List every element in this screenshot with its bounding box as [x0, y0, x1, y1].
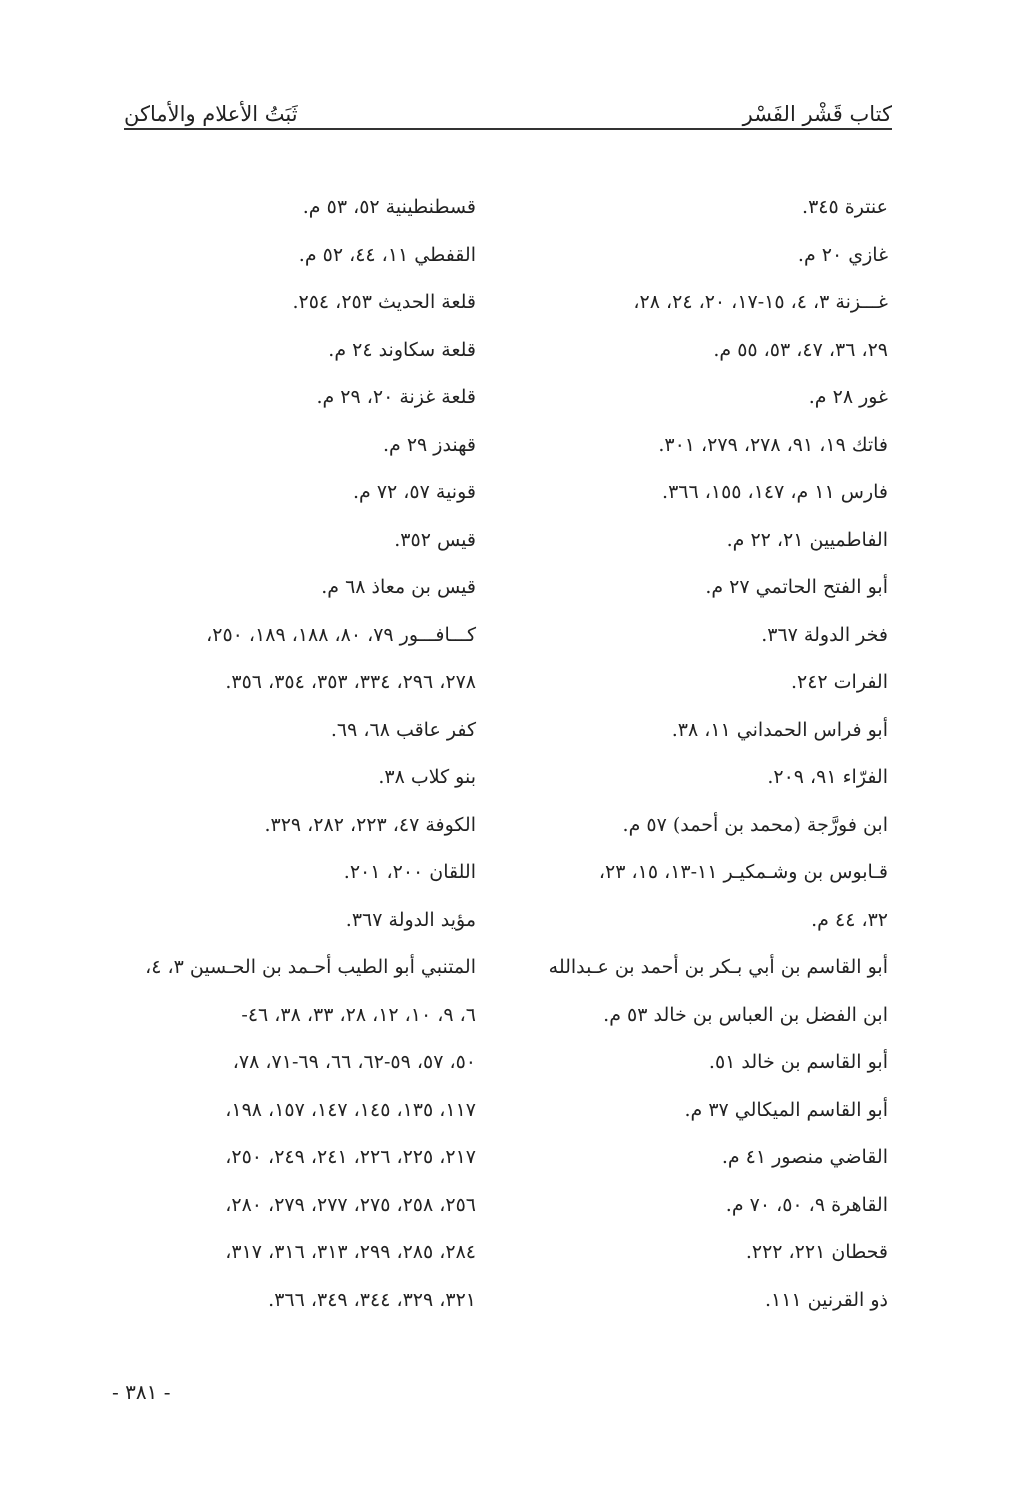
index-entry: أبو القاسم بن أبي بـكر بن أحمد بن عـبدالله	[548, 956, 888, 978]
index-entry: بنو كلاب ٣٨.	[378, 766, 476, 788]
index-entry: القفطي ١١، ٤٤، ٥٢ م.	[298, 243, 476, 266]
index-entry: أبو القاسم الميكالي ٣٧ م.	[684, 1098, 888, 1121]
index-entry: ٢١٧، ٢٢٥، ٢٢٦، ٢٤١، ٢٤٩، ٢٥٠،	[225, 1146, 476, 1168]
index-entry: الفاطميين ٢١، ٢٢ م.	[726, 528, 888, 551]
page-number: - ٣٨١ -	[112, 1380, 171, 1404]
index-column-left	[124, 184, 476, 1324]
index-entry: فاتك ١٩، ٩١، ٢٧٨، ٢٧٩، ٣٠١.	[658, 433, 888, 456]
index-entry: الفرات ٢٤٢.	[790, 671, 888, 693]
index-entry: فخر الدولة ٣٦٧.	[761, 623, 888, 646]
index-entry: ٥٠، ٥٧، ٥٩-٦٢، ٦٦، ٦٩-٧١، ٧٨،	[232, 1051, 476, 1073]
index-entry: ١١٧، ١٣٥، ١٤٥، ١٤٧، ١٥٧، ١٩٨،	[225, 1098, 476, 1121]
index-entry: أبو الفتح الحاتمي ٢٧ م.	[705, 576, 888, 598]
index-entry: ابن الفضل بن العباس بن خالد ٥٣ م.	[603, 1003, 888, 1026]
index-column-right	[518, 184, 888, 1324]
index-entry: قسطنطينية ٥٢، ٥٣ م.	[302, 196, 476, 218]
index-entry: قيس بن معاذ ٦٨ م.	[321, 576, 476, 598]
index-entry: غازي ٢٠ م.	[797, 243, 888, 266]
index-entry: قلعة الحديث ٢٥٣، ٢٥٤.	[292, 291, 476, 313]
index-entry: قلعة سكاوند ٢٤ م.	[328, 338, 476, 361]
header-rule	[124, 128, 892, 130]
index-entry: قيس ٣٥٢.	[394, 528, 476, 551]
index-entry: ٢٥٦، ٢٥٨، ٢٧٥، ٢٧٧، ٢٧٩، ٢٨٠،	[225, 1193, 476, 1216]
index-entry: قـابوس بن وشـمكيـر ١١-١٣، ١٥، ٢٣،	[598, 861, 888, 883]
index-entry: أبو القاسم بن خالد ٥١.	[708, 1051, 888, 1073]
index-entry: كفر عاقب ٦٨، ٦٩.	[330, 718, 476, 741]
book-title: كتاب قَشْر الفَسْر	[742, 102, 892, 126]
section-title: ثَبَتُ الأعلام والأماكن	[124, 102, 298, 126]
index-entry: المتنبي أبو الطيب أحـمد بن الحـسين ٣، ٤،	[145, 956, 476, 978]
index-entry: الكوفة ٤٧، ٢٢٣، ٢٨٢، ٣٢٩.	[264, 813, 476, 836]
index-entry: مؤيد الدولة ٣٦٧.	[345, 908, 476, 931]
index-entry: ٦، ٩، ١٠، ١٢، ٢٨، ٣٣، ٣٨، ٤٦-	[241, 1003, 476, 1026]
index-entry: القاضي منصور ٤١ م.	[721, 1146, 888, 1168]
index-entry: قهندز ٢٩ م.	[382, 433, 476, 456]
index-entry: ٢٩، ٣٦، ٤٧، ٥٣، ٥٥ م.	[713, 338, 888, 361]
index-entry: الفرّاء ٩١، ٢٠٩.	[767, 766, 888, 788]
index-entry: قلعة غزنة ٢٠، ٢٩ م.	[316, 386, 476, 408]
running-header	[124, 86, 892, 126]
index-entry: فارس ١١ م، ١٤٧، ١٥٥، ٣٦٦.	[662, 481, 888, 503]
index-entry: قونية ٥٧، ٧٢ م.	[352, 481, 476, 503]
index-entry: كـــافـــور ٧٩، ٨٠، ١٨٨، ١٨٩، ٢٥٠،	[206, 623, 476, 646]
index-entry: ٢٨٤، ٢٨٥، ٢٩٩، ٣١٣، ٣١٦، ٣١٧،	[225, 1241, 476, 1263]
index-entry: اللقان ٢٠٠، ٢٠١.	[343, 861, 476, 883]
index-entry: عنترة ٣٤٥.	[802, 196, 888, 218]
index-entry: القاهرة ٩، ٥٠، ٧٠ م.	[725, 1193, 888, 1216]
index-entry: ٣٢١، ٣٢٩، ٣٤٤، ٣٤٩، ٣٦٦.	[268, 1288, 476, 1311]
index-entry: ٢٧٨، ٢٩٦، ٣٣٤، ٣٥٣، ٣٥٤، ٣٥٦.	[225, 671, 476, 693]
index-entry: ذو القرنين ١١١.	[764, 1288, 888, 1311]
index-entry: أبو فراس الحمداني ١١، ٣٨.	[671, 718, 888, 741]
index-entry: قحطان ٢٢١، ٢٢٢.	[745, 1241, 888, 1263]
index-entry: ٣٢، ٤٤ م.	[811, 908, 888, 931]
index-entry: غور ٢٨ م.	[808, 386, 888, 408]
index-entry: غـــزنة ٣، ٤، ١٥-١٧، ٢٠، ٢٤، ٢٨،	[633, 291, 888, 313]
index-entry: ابن فورَّجة (محمد بن أحمد) ٥٧ م.	[622, 813, 888, 836]
